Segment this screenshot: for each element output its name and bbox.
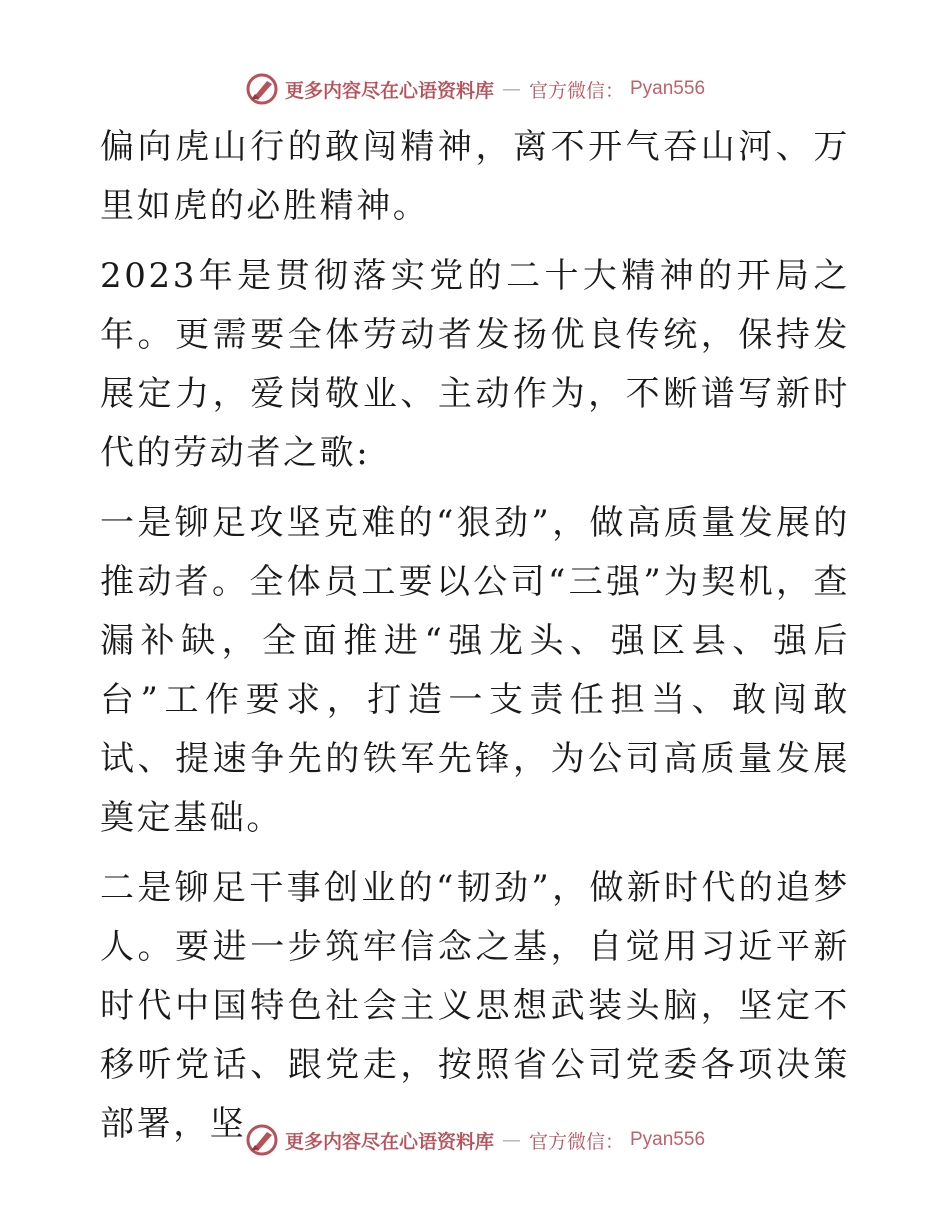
header-wechat-id: Pyan556 [630,78,706,99]
brand-logo-icon [245,1123,279,1157]
footer-wechat-label: 官方微信： [528,1130,624,1153]
paragraph-2: 2023年是贯彻落实党的二十大精神的开局之年。更需要全体劳动者发扬优良传统，保持发展定力，爱岗敬业、主动作为，不断谱写新时代的劳动者之歌: [100,256,850,473]
header-banner-dash: — [501,78,521,100]
document-body [100,118,850,1154]
header-wechat-label: 官方微信： [528,79,624,102]
footer-banner-text: 更多内容尽在心语资料库 [284,1130,494,1153]
paragraph-1: 偏向虎山行的敢闯精神，离不开气吞山河、万里如虎的必胜精神。 [100,127,850,226]
footer-wechat-id: Pyan556 [630,1129,706,1150]
paragraph-4: 二是铆足干事创业的“韧劲”，做新时代的追梦人。要进一步筑牢信念之基，自觉用习近平新时代中国特色社会主义思想武装头脑，坚定不移听党话、跟党走，按照省公司党委各项决策部署，坚 [100,868,850,1144]
footer-watermark-banner [0,1123,950,1157]
header-watermark-banner [0,72,950,106]
paragraph-3: 一是铆足攻坚克难的“狠劲”，做高质量发展的推动者。全体员工要以公司“三强”为契机，查漏补缺，全面推进“强龙头、强区县、强后台”工作要求，打造一支责任担当、敢闯敢试、提速争先的铁军先锋，为公司高质量发展奠定基础。 [100,503,850,838]
brand-logo-icon [245,72,279,106]
header-banner-text: 更多内容尽在心语资料库 [284,79,494,102]
footer-banner-dash: — [501,1129,521,1151]
